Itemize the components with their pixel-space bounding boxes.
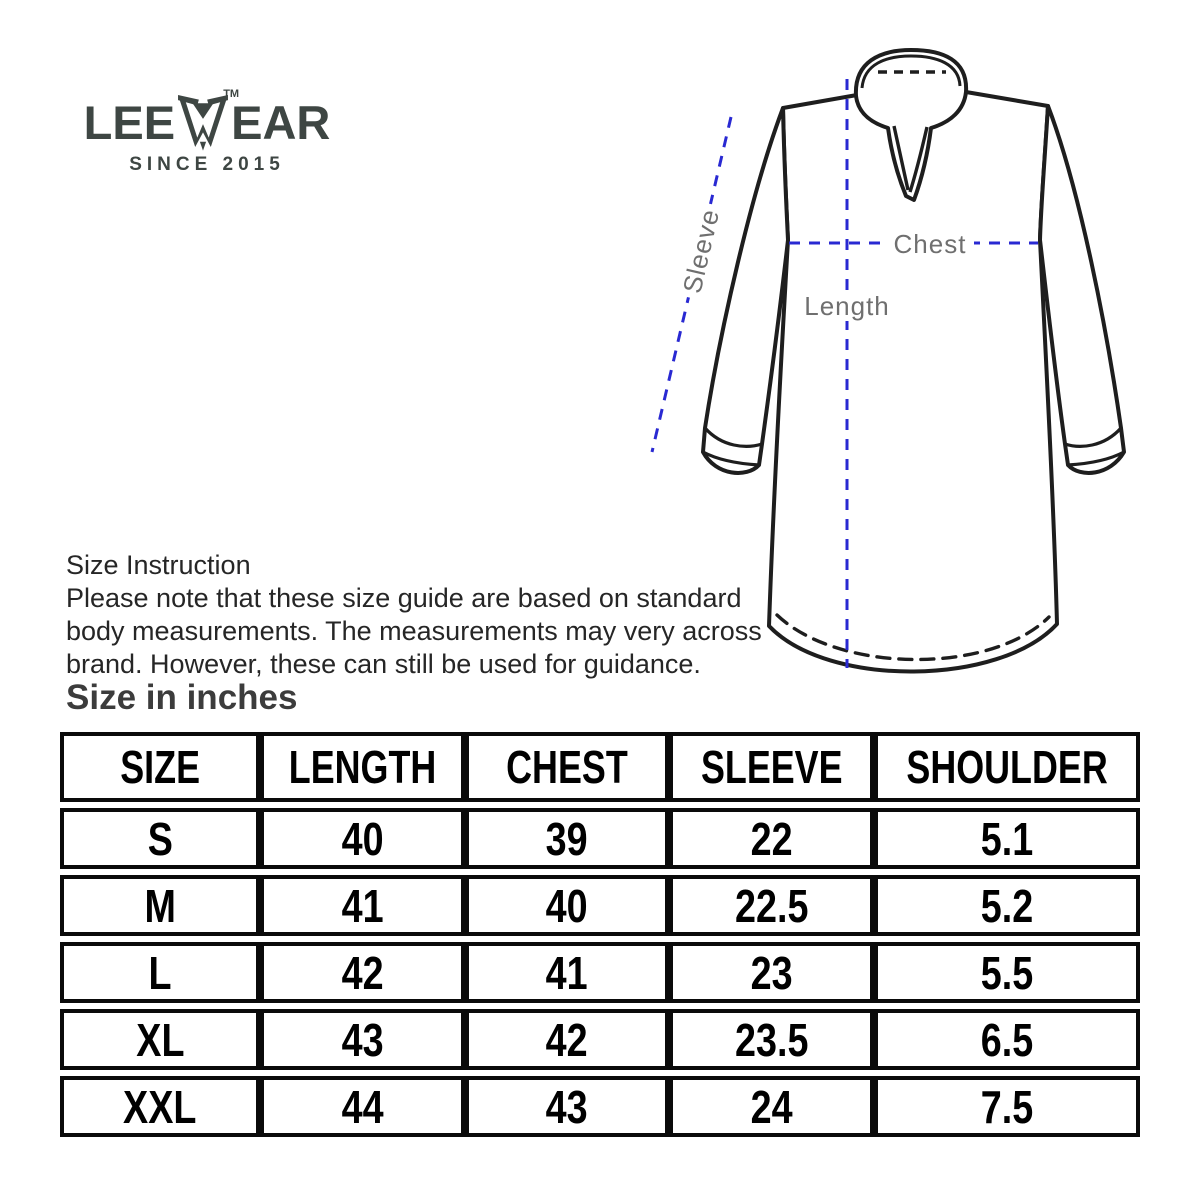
logo-text-ear: EAR: [231, 96, 331, 149]
instruction-line-2: body measurements. The measurements may very across: [66, 616, 762, 646]
cell-value: 39: [545, 812, 588, 865]
cell-xxl-size: [60, 1076, 260, 1137]
cell-m-size: [60, 875, 260, 936]
cell-xl-chest: [465, 1009, 669, 1070]
header-label: SLEEVE: [700, 741, 843, 793]
column-header-chest: [465, 732, 669, 802]
cell-s-length: [260, 808, 465, 869]
trademark-symbol: TM: [223, 88, 240, 100]
cell-value: 40: [341, 812, 384, 865]
cell-value: 41: [341, 879, 384, 932]
cell-xxl-chest: [465, 1076, 669, 1137]
cell-s-sleeve: [669, 808, 874, 869]
cell-value: XXL: [123, 1080, 197, 1133]
size-instruction-block: [66, 549, 762, 681]
header-label: LENGTH: [288, 741, 437, 793]
cell-l-length: [260, 942, 465, 1003]
cell-m-shoulder: [874, 875, 1140, 936]
cell-value: 5.5: [980, 946, 1034, 999]
cell-xl-length: [260, 1009, 465, 1070]
leewear-w-icon: [177, 88, 240, 152]
header-label: CHEST: [506, 741, 628, 793]
cell-value: 42: [545, 1013, 588, 1066]
column-header-length: [260, 732, 465, 802]
logo-tagline: SINCE 2015: [129, 154, 285, 175]
column-header-sleeve: [669, 732, 874, 802]
cell-value: 24: [750, 1080, 793, 1133]
cell-m-chest: [465, 875, 669, 936]
cell-value: 42: [341, 946, 384, 999]
cell-value: L: [148, 946, 172, 999]
cell-value: XL: [135, 1013, 185, 1066]
logo-text-lee: LEE: [83, 96, 176, 149]
cell-s-chest: [465, 808, 669, 869]
column-header-shoulder: [874, 732, 1140, 802]
column-header-size: [60, 732, 260, 802]
size-instruction-title: Size Instruction: [66, 550, 251, 580]
kurta-left-sleeve: [703, 108, 788, 473]
cell-xxl-shoulder: [874, 1076, 1140, 1137]
cell-value: 41: [545, 946, 588, 999]
size-table-heading: Size in inches: [66, 678, 298, 717]
cell-l-chest: [465, 942, 669, 1003]
cell-value: 43: [545, 1080, 588, 1133]
cell-xl-shoulder: [874, 1009, 1140, 1070]
sleeve-measure-label: Sleeve: [676, 201, 727, 301]
size-table: [60, 732, 1140, 1137]
cell-xl-sleeve: [669, 1009, 874, 1070]
cell-value: 22.5: [734, 879, 809, 932]
cell-value: 43: [341, 1013, 384, 1066]
length-measure-label: Length: [804, 291, 890, 321]
header-label: SIZE: [120, 741, 200, 793]
cell-value: 23.5: [734, 1013, 809, 1066]
cell-xxl-sleeve: [669, 1076, 874, 1137]
cell-l-size: [60, 942, 260, 1003]
leewear-logo: [64, 88, 350, 176]
header-label: SHOULDER: [906, 741, 1108, 793]
cell-m-length: [260, 875, 465, 936]
chest-measure-label: Chest: [886, 229, 974, 259]
cell-value: 5.2: [980, 879, 1034, 932]
kurta-right-sleeve: [1040, 106, 1124, 473]
cell-l-shoulder: [874, 942, 1140, 1003]
cell-s-shoulder: [874, 808, 1140, 869]
cell-value: M: [144, 879, 176, 932]
instruction-line-1: Please note that these size guide are based on standard: [66, 583, 742, 613]
cell-value: 40: [545, 879, 588, 932]
cell-value: 44: [341, 1080, 384, 1133]
cell-value: 7.5: [980, 1080, 1034, 1133]
cell-xxl-length: [260, 1076, 465, 1137]
cell-value: 22: [750, 812, 793, 865]
cell-xl-size: [60, 1009, 260, 1070]
cell-value: S: [147, 812, 173, 865]
cell-l-sleeve: [669, 942, 874, 1003]
cell-s-size: [60, 808, 260, 869]
instruction-line-3: brand. However, these can still be used for guidance.: [66, 649, 701, 679]
cell-value: 6.5: [980, 1013, 1034, 1066]
w-mark-glyph: [177, 92, 229, 152]
logo-wordmark: [64, 88, 350, 149]
cell-m-sleeve: [669, 875, 874, 936]
cell-value: 5.1: [980, 812, 1034, 865]
cell-value: 23: [750, 946, 793, 999]
